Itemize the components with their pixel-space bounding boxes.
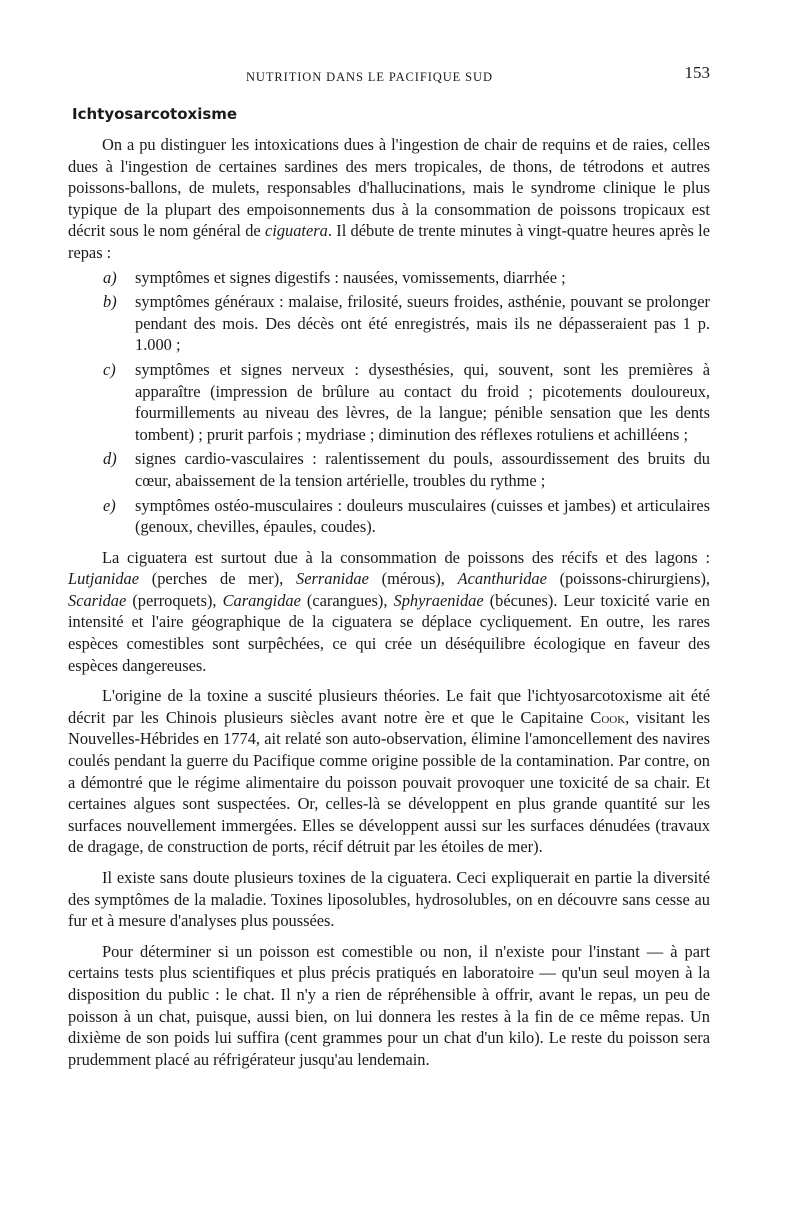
fish-paragraph xyxy=(68,547,710,677)
family-name: Sphyraenidae xyxy=(393,590,484,610)
page-number: 153 xyxy=(684,63,710,82)
list-marker: b) xyxy=(103,292,117,312)
symptom-list xyxy=(68,267,710,538)
list-item-text: symptômes et signes digestifs : nausées, vomissements, diarrhée ; xyxy=(135,267,566,287)
fish-text: (poissons-chirurgiens), xyxy=(546,569,710,589)
list-item xyxy=(68,267,710,289)
fish-text: (perches de mer), xyxy=(139,569,297,589)
page-body xyxy=(68,134,710,1070)
intro-text-1: On a pu distinguer les intoxications dues à l'ingestion de chair de requins et de raies, celles dues à l'ingestion de certaines sardines des mers tropicales, de thons, de tétrodons et autres poissons-ballons, de mulets, responsables d'hallucinations, mais le syndrome clinique le plus typique de la plupart des empoisonnements dus à la consommation de poissons tropicaux est décrit sous le nom général de xyxy=(68,135,710,241)
family-name: Lutjanidae xyxy=(68,569,140,589)
running-head: NUTRITION DANS LE PACIFIQUE SUD xyxy=(246,70,493,84)
toxins-paragraph: Il existe sans doute plusieurs toxines de la ciguatera. Ceci expliquerait en partie la diversité des symptômes de la maladie. Toxines liposolubles, hydrosolubles, on en découvre sans cesse au fur et à mesure d'analyses plus poussées. xyxy=(68,868,710,931)
section-title: Ichtyosarcotoxisme xyxy=(72,105,238,123)
fish-text: La ciguatera est surtout due à la consommation de poissons des récifs et des lagons : xyxy=(102,547,710,567)
list-marker: e) xyxy=(103,495,116,515)
fish-text: (perroquets), xyxy=(126,590,223,610)
list-item xyxy=(68,359,710,445)
family-name: Acanthuridae xyxy=(457,569,547,589)
ciguatera-term: ciguatera xyxy=(265,221,328,241)
family-name: Scaridae xyxy=(68,590,127,610)
list-item-text: symptômes ostéo-musculaires : douleurs musculaires (cuisses et jambes) et articulaires (genoux, chevilles, épaules, coudes). xyxy=(135,495,710,537)
list-item-text: symptômes et signes nerveux : dysesthésies, qui, souvent, sont les premières à apparaître (impression de brûlure au contact du froid ; picotements douloureux, fourmillements au niveau des lèvres, de la langue; pénible sensation que les dents tombent) ; prurit parfois ; mydriase ; diminution des réflexes rotuliens et achilléens ; xyxy=(135,359,710,444)
origin-text: , visitant les Nouvelles-Hébrides en 1774, ait relaté son auto-observation, élimine l'amoncellement des navires coulés pendant la guerre du Pacifique comme origine possible de la contamination. Par contre, on a démontré que le régime alimentaire du poisson pouvait provoquer une toxicité de sa chair. Et certaines algues sont suspectées. Or, celles-là se développent en plus grande quantité sur les surfaces nouvellement immergées. Elles se développent aussi sur les surfaces dénudées (travaux de dragage, de construction de ports, récif détruit par les étoiles de mer). xyxy=(68,707,710,857)
list-item xyxy=(68,495,710,538)
test-paragraph: Pour déterminer si un poisson est comestible ou non, il n'existe pour l'instant — à part certains tests plus scientifiques et plus précis pratiqués en laboratoire — qu'un seul moyen à la disposition du public : le chat. Il n'y a rien de répréhensible à offrir, avant le repas, un peu de poisson à un chat, puisque, aussi bien, on lui donnera les restes à la fin de ce même repas. Un dixième de son poids lui suffira (cent grammes pour un chat d'un kilo). Le reste du poisson sera prudemment placé au réfrigérateur jusqu'au lendemain. xyxy=(68,941,710,1069)
captain-name: Cook xyxy=(590,707,626,727)
intro-paragraph xyxy=(68,134,710,264)
intro-text-2: . Il débute de trente minutes à vingt-quatre heures après le repas : xyxy=(68,221,710,262)
list-item-text: symptômes généraux : malaise, frilosité, sueurs froides, asthénie, pouvant se prolonger pendant des mois. Des décès ont été enregistrés, mais ils ne dépasseraient pas 1 p. 1.000 ; xyxy=(135,292,710,355)
list-marker: c) xyxy=(103,359,116,379)
list-marker: d) xyxy=(103,449,117,469)
list-item-text: signes cardio-vasculaires : ralentissement du pouls, assourdissement des bruits du cœur, abaissement de la tension artérielle, troubles du rythme ; xyxy=(135,449,710,490)
page-header xyxy=(68,62,710,86)
list-marker: a) xyxy=(103,267,117,287)
fish-text: (bécunes). Leur toxicité varie en intensité et l'aire géographique de la ciguatera se déplace cycliquement. En outre, les rares espèces comestibles sont surpêchées, ce qui crée un déséquilibre écologique en faveur des espèces dangereuses. xyxy=(68,590,711,675)
family-name: Carangidae xyxy=(222,590,301,610)
origin-text: L'origine de la toxine a suscité plusieurs théories. Le fait que l'ichtyosarcotoxisme ait été décrit par les Chinois plusieurs siècles avant notre ère et que le Capitaine xyxy=(68,686,710,727)
list-item xyxy=(68,291,710,356)
list-item xyxy=(68,448,710,491)
fish-text: (carangues), xyxy=(300,590,394,610)
family-name: Serranidae xyxy=(296,569,369,589)
origin-paragraph xyxy=(68,685,710,858)
fish-text: (mérous), xyxy=(368,569,458,589)
